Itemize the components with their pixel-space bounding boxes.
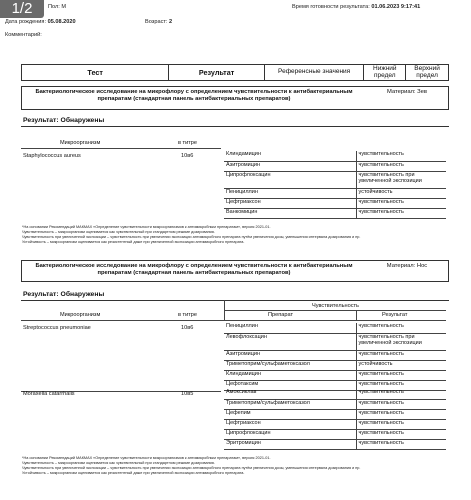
table-row: Ванкомицин чувствительность [224,208,446,218]
block2-organism-2: Moraxella catarrhalis [23,391,75,397]
dob-field: Дата рождения: 05.08.2020 [5,19,76,25]
table-row: Цефепим чувствительность [224,409,446,419]
col-upper: Верхний предел [414,64,440,79]
block2-title: Бактериологическое исследование на микрофлору с определением чувствительности к антибактериальным препаратам (стандартная панель антибактериальных препаратов) [35,263,353,277]
col-lower: Нижний предел [364,65,406,80]
block2-drug-table-1 [224,323,446,391]
table-row: Цефтриаксон чувствительность [224,198,446,208]
table-row: Клиндамицин чувствительность [224,370,446,380]
table-row: Цефотаксим чувствительность [224,380,446,390]
table-row: Пенициллин чувствительность [224,323,446,333]
age-field: Возраст: 2 [145,19,173,25]
block2-col-res: Результат [382,312,408,318]
comment-label: Комментарий: [5,32,42,38]
table-row: Клиндамицин чувствительность [224,151,446,161]
table-row: Цефтриаксон чувствительность [224,419,446,429]
block1-result: Результат: Обнаружены [21,115,449,127]
block2-material: Материал: Нос [386,263,428,269]
block2-result: Результат: Обнаружены [21,289,449,301]
block1-organism: Staphylococcus aureus [23,153,81,159]
table-row: Левофлоксацин чувствительность при увеличенной экспозиции [224,333,446,350]
block2-titer-2: 10в5 [181,391,194,397]
table-row: Амоксиклав чувствительность [224,389,446,399]
col-test: Тест [22,65,169,80]
block1-material: Материал: Зев [387,89,427,95]
table-row: Триметоприм/сульфаметоксазол чувствительность [224,399,446,409]
table-row: Пенициллин устойчивость [224,188,446,198]
block2-header [21,260,449,282]
block2-col-drug: Препарат [268,312,294,318]
block1-header [21,86,449,110]
block1-drug-table [224,151,446,219]
block1-notes: *На основании Рекомендаций МАКМАХ «Определение чувствительности микроорганизмов к антимикробным препаратам», версия 2021-01. Чувствительность – микроорганизм оценивается как чувствительный при стандартном режиме дозирования. Чувствительность при увеличенной экспозиции – чувствительность при увеличении экспозиции антимикробного препарата путём увеличения дозы, уменьшения интервала дозирования и пр. Устойчивость – микроорганизм оценивается как резистентный даже при увеличенной экспозиции антимикробного препарата. [22,225,361,245]
table-row: Азитромицин чувствительность [224,350,446,360]
results-table-header [21,64,449,81]
table-row: Азитромицин чувствительность [224,161,446,171]
col-result: Результат [169,65,265,80]
block1-title: Бактериологическое исследование на микрофлору с определением чувствительности к антибактериальным препаратам (стандартная панель антибактериальных препаратов) [35,89,353,103]
block2-col-sens: Чувствительность [312,303,359,309]
block2-col-micro: Микроорганизм [60,312,101,318]
block1-titer: 10в6 [181,153,194,159]
page-number-badge: 1/2 [0,0,44,18]
ready-time: Время готовности результата: 01.06.2023 9:17:41 [292,4,421,10]
block2-organism-1: Streptococcus pneumoniae [23,325,91,331]
block1-col-titer: в титре [178,140,197,146]
table-row: Эритромицин чувствительность [224,439,446,449]
table-row: Триметоприм/сульфаметоксазол устойчивость [224,360,446,370]
col-reference: Референсные значения [265,65,365,80]
block2-notes: *На основании Рекомендаций МАКМАХ «Определение чувствительности микроорганизмов к антимикробным препаратам», версия 2021-01. Чувствительность – микроорганизм оценивается как чувствительный при стандартном режиме дозирования. Чувствительность при увеличенной экспозиции – чувствительность при увеличении экспозиции антимикробного препарата путём увеличения дозы, уменьшения интервала дозирования и пр. Устойчивость – микроорганизм оценивается как резистентный даже при увеличенной экспозиции антимикробного препарата. [22,456,361,476]
sex-label: Пол: М [48,4,67,10]
table-row: Ципрофлоксацин чувствительность при увеличенной экспозиции [224,171,446,188]
table-row: Ципрофлоксацин чувствительность [224,429,446,439]
block2-titer-1: 10в6 [181,325,194,331]
block2-drug-table-2 [224,389,446,450]
block2-col-titer: в титре [178,312,197,318]
block1-col-micro: Микроорганизм [60,140,101,146]
